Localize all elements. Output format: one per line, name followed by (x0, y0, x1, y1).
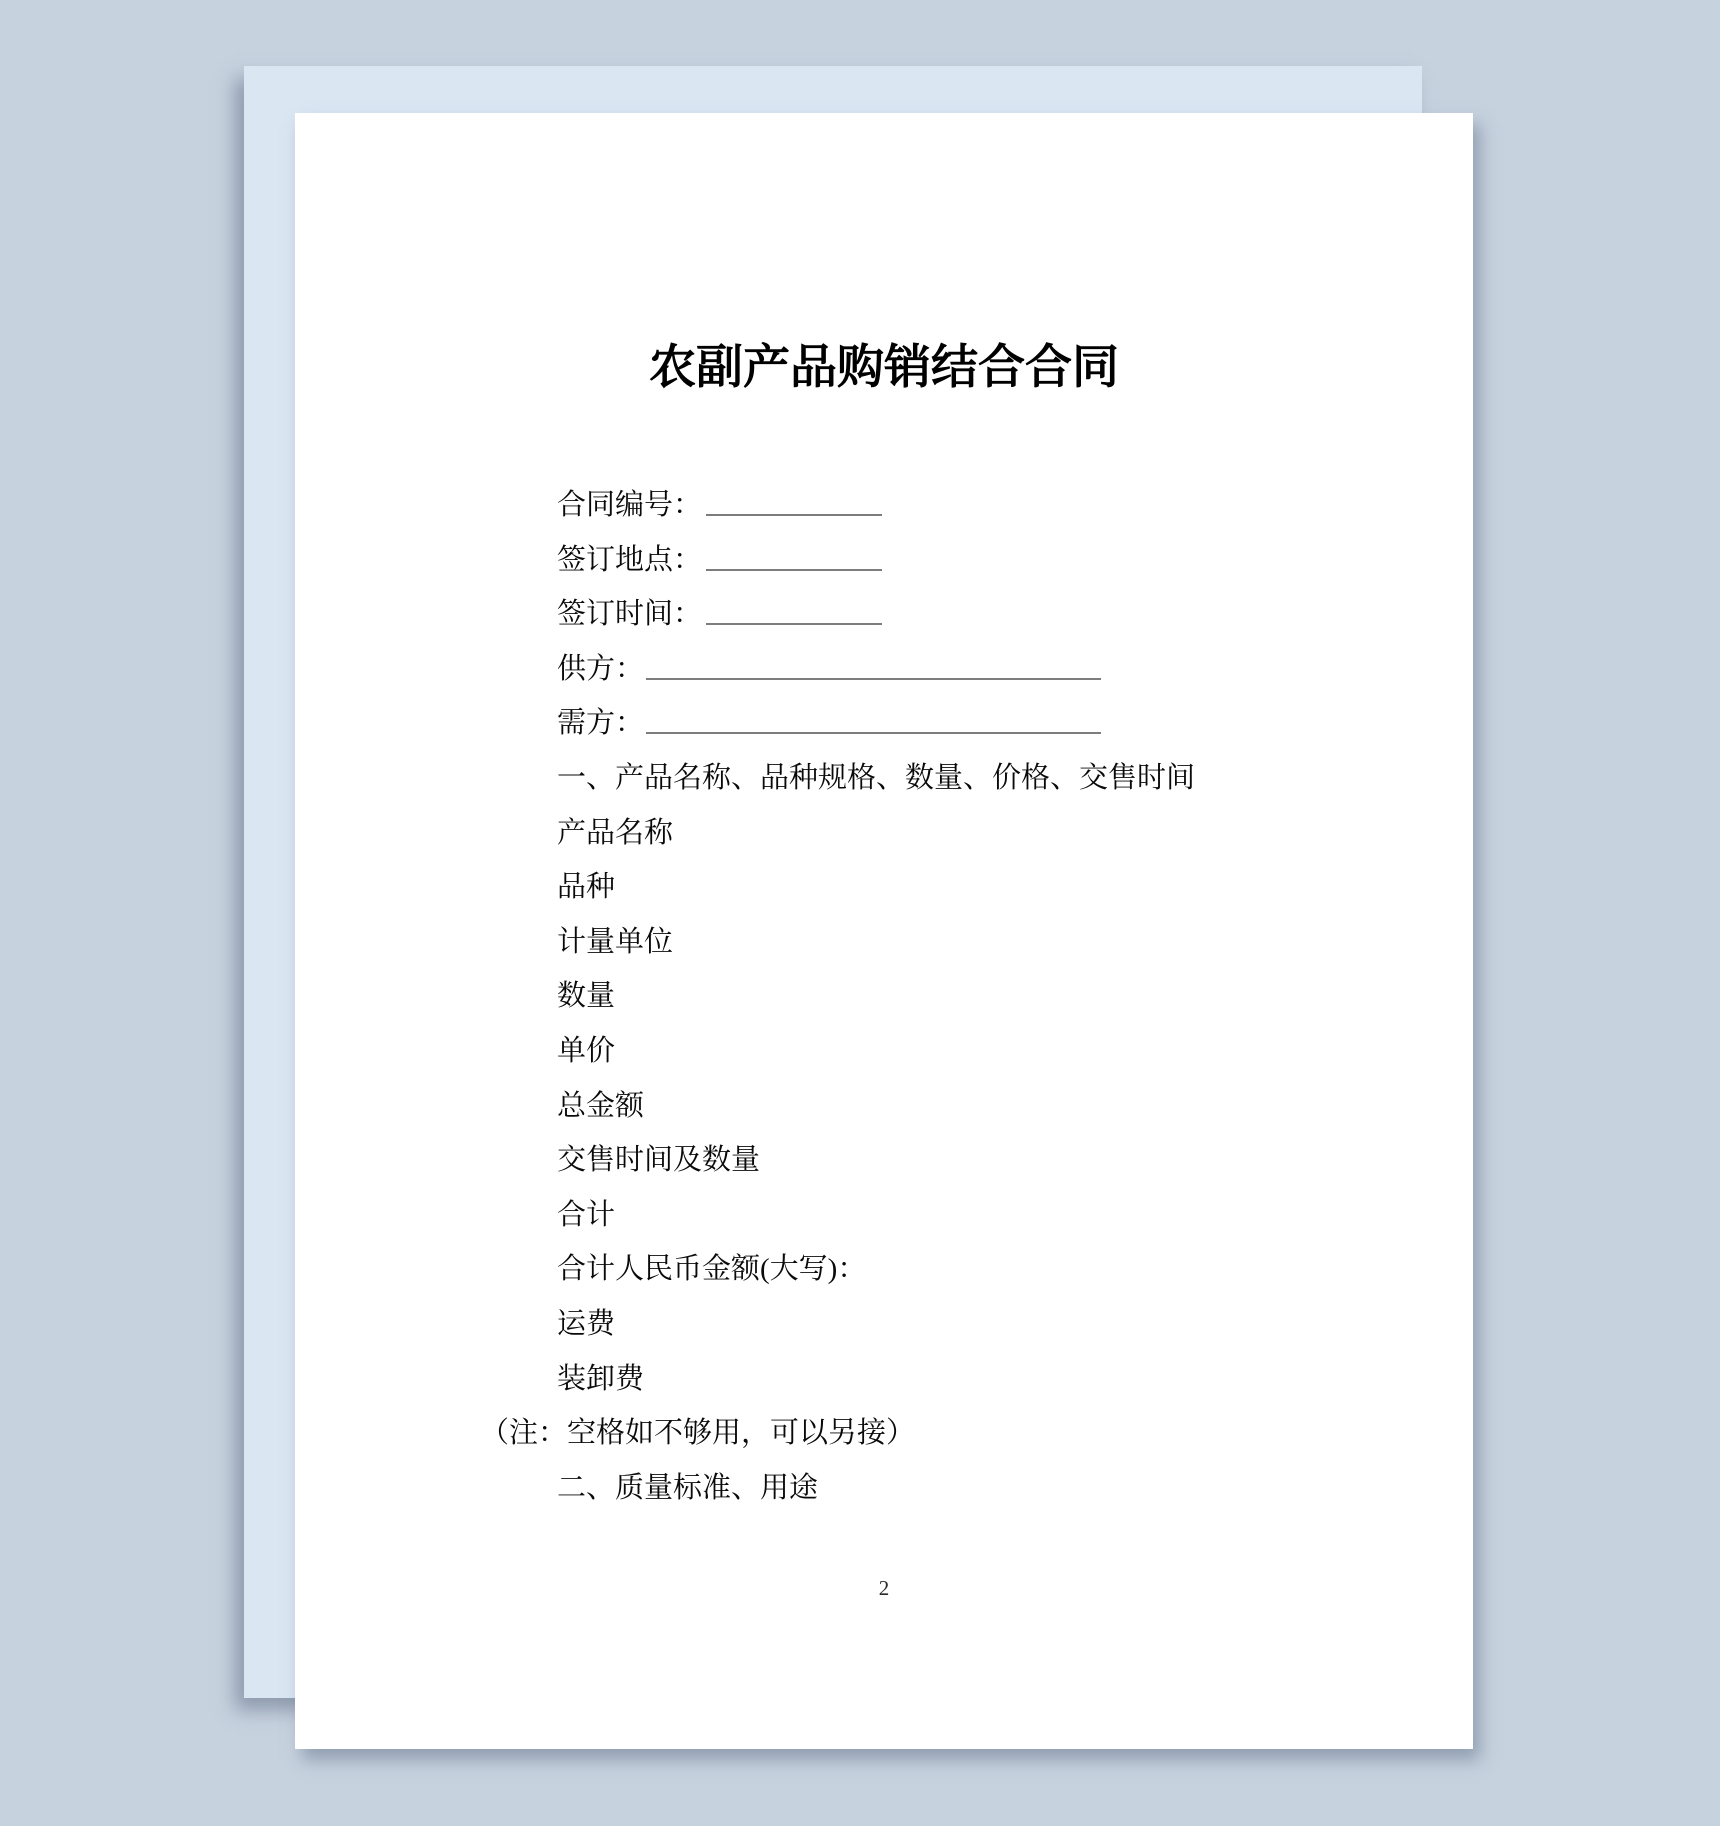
line-text: 签订时间： (557, 598, 703, 631)
fill-in-blank (706, 593, 882, 625)
delivery-time-quantity-line (557, 1133, 1417, 1188)
unit-price-line (557, 1024, 1417, 1079)
line-text: 运费 (557, 1307, 616, 1340)
line-text: 单价 (557, 1034, 616, 1067)
line-text: 供方： (557, 652, 645, 685)
line-text: 签订地点： (557, 543, 703, 576)
contract-number-line (557, 478, 1417, 533)
fill-in-blank (646, 702, 1101, 734)
document-page (295, 113, 1473, 1749)
quantity-line (557, 969, 1417, 1024)
signing-place-line (557, 533, 1417, 588)
total-amount-line (557, 1079, 1417, 1134)
line-text: 产品名称 (557, 816, 674, 849)
fill-in-blank (706, 484, 882, 516)
fill-in-blank (706, 539, 882, 571)
document-lines (480, 478, 1417, 1515)
line-text: 二、质量标准、用途 (557, 1471, 819, 1504)
line-text: 品种 (557, 871, 616, 904)
product-name-line (557, 806, 1417, 861)
page-number: 2 (878, 1576, 890, 1600)
measure-unit-line (557, 915, 1417, 970)
note-line (480, 1406, 1417, 1461)
line-text: 合同编号： (557, 489, 703, 521)
signing-time-line (557, 587, 1417, 642)
sum-rmb-words-line (557, 1242, 1417, 1297)
section-2-heading (557, 1461, 1417, 1516)
section-1-heading (557, 751, 1417, 806)
fill-in-blank (646, 648, 1101, 680)
line-text: 合计人民币金额(大写)： (557, 1253, 867, 1286)
line-text: 合计 (557, 1198, 616, 1231)
freight-line (557, 1297, 1417, 1352)
line-text: 一、产品名称、品种规格、数量、价格、交售时间 (557, 761, 1196, 794)
line-text: 计量单位 (557, 925, 674, 958)
supplier-line (557, 642, 1417, 697)
line-text: 需方： (557, 707, 645, 740)
sum-line (557, 1188, 1417, 1243)
variety-line (557, 860, 1417, 915)
line-text: 数量 (557, 980, 616, 1013)
loading-fee-line (557, 1352, 1417, 1407)
line-text: 总金额 (557, 1089, 645, 1122)
line-text: （注：空格如不够用，可以另接） (480, 1417, 916, 1450)
line-text: 装卸费 (557, 1362, 645, 1395)
line-text: 交售时间及数量 (557, 1144, 761, 1177)
document-title: 农副产品购销结合合同 (649, 340, 1119, 393)
buyer-line (557, 696, 1417, 751)
